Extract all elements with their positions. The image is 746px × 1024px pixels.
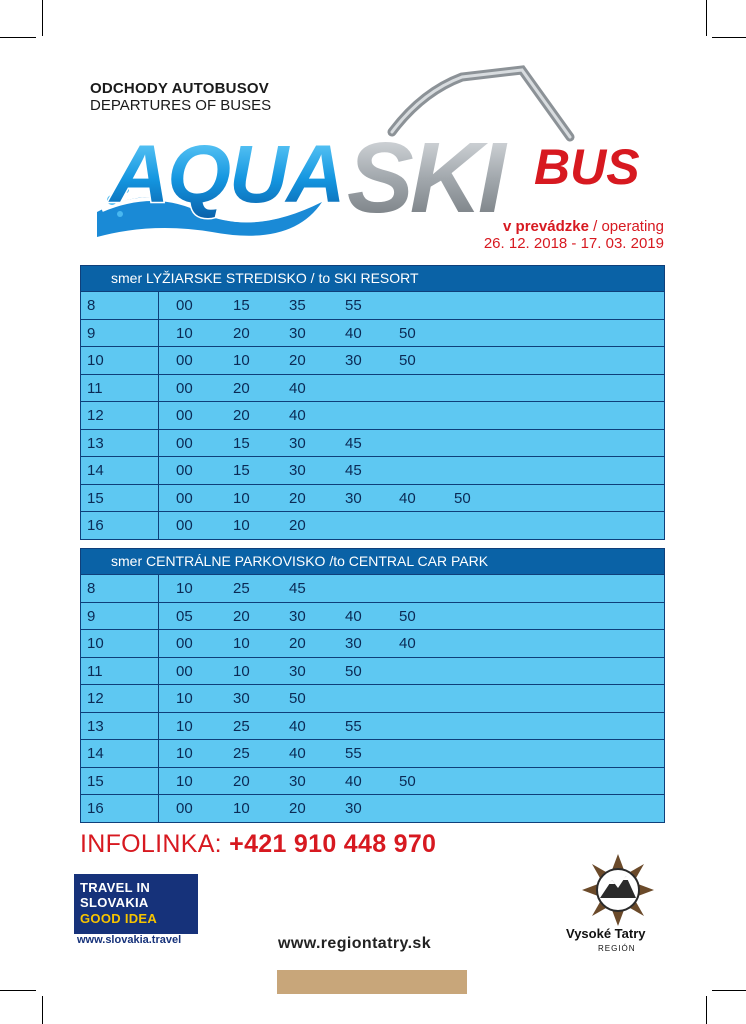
timetable-row <box>81 456 664 484</box>
minute-cell: 00 <box>176 662 193 680</box>
minute-cell: 30 <box>345 352 362 369</box>
website-link[interactable]: www.regiontatry.sk <box>278 935 432 952</box>
minute-cell: 40 <box>289 745 306 762</box>
minute-cell: 20 <box>233 324 250 342</box>
header-title: ODCHODY AUTOBUSOV <box>90 80 269 97</box>
column-divider <box>158 740 159 767</box>
minute-cell: 00 <box>176 635 193 652</box>
minute-cell: 00 <box>176 352 193 369</box>
column-divider <box>158 347 159 374</box>
minute-cell: 40 <box>345 772 362 790</box>
hour-cell: 16 <box>87 800 104 817</box>
minute-cell: 05 <box>176 607 193 625</box>
region-sub: REGIÓN <box>598 944 636 953</box>
minute-cell: 10 <box>233 800 250 817</box>
minute-cell: 40 <box>399 489 416 507</box>
minute-cell: 40 <box>345 324 362 342</box>
minute-cell: 25 <box>233 717 250 735</box>
minute-cell: 00 <box>176 800 193 817</box>
column-divider <box>158 603 159 630</box>
crop-mark <box>0 990 36 991</box>
hour-cell: 15 <box>87 489 104 507</box>
logo-bus-text: BUS <box>534 139 640 195</box>
minute-cell: 40 <box>289 379 306 397</box>
timetable-row <box>81 346 664 374</box>
timetable-row <box>81 684 664 712</box>
minute-cell: 50 <box>399 607 416 625</box>
minute-cell: 00 <box>176 407 193 424</box>
timetable-row <box>81 739 664 767</box>
minute-cell: 55 <box>345 717 362 735</box>
timetable-row <box>81 602 664 630</box>
minute-cell: 40 <box>289 717 306 735</box>
travel-slovakia-logo: TRAVEL IN SLOVAKIA GOOD IDEA <box>74 874 198 934</box>
minute-cell: 25 <box>233 580 250 597</box>
column-divider <box>158 512 159 539</box>
minute-cell: 50 <box>399 772 416 790</box>
minute-cell: 00 <box>176 517 193 534</box>
hour-cell: 9 <box>87 324 96 342</box>
timetable-row <box>81 429 664 457</box>
minute-cell: 10 <box>233 517 250 534</box>
header-subtitle: DEPARTURES OF BUSES <box>90 97 272 114</box>
minute-cell: 50 <box>399 324 416 342</box>
minute-cell: 35 <box>289 297 306 314</box>
minute-cell: 00 <box>176 489 193 507</box>
timetable-row <box>81 319 664 347</box>
column-divider <box>158 485 159 512</box>
timetable-row <box>81 767 664 795</box>
timetable-row <box>81 374 664 402</box>
column-divider <box>158 768 159 795</box>
minute-cell: 10 <box>176 717 193 735</box>
minute-cell: 30 <box>289 324 306 342</box>
timetable-row <box>81 712 664 740</box>
minute-cell: 40 <box>399 635 416 652</box>
column-divider <box>158 795 159 822</box>
hour-cell: 15 <box>87 772 104 790</box>
column-divider <box>158 320 159 347</box>
timetable-row <box>81 629 664 657</box>
minute-cell: 10 <box>233 662 250 680</box>
timetable-row <box>81 291 664 319</box>
minute-cell: 20 <box>233 379 250 397</box>
timetable-row <box>81 401 664 429</box>
minute-cell: 50 <box>345 662 362 680</box>
minute-cell: 00 <box>176 297 193 314</box>
minute-cell: 15 <box>233 297 250 314</box>
hour-cell: 12 <box>87 407 104 424</box>
minute-cell: 00 <box>176 434 193 452</box>
timetable-row <box>81 511 664 539</box>
column-divider <box>158 713 159 740</box>
minute-cell: 50 <box>399 352 416 369</box>
minute-cell: 10 <box>233 352 250 369</box>
minute-cell: 30 <box>345 489 362 507</box>
hour-cell: 9 <box>87 607 96 625</box>
minute-cell: 20 <box>289 489 306 507</box>
hour-cell: 12 <box>87 690 104 707</box>
crop-mark <box>0 37 36 38</box>
column-divider <box>158 292 159 319</box>
hour-cell: 13 <box>87 717 104 735</box>
brown-bar <box>277 970 467 994</box>
column-divider <box>158 575 159 602</box>
travel-url[interactable]: www.slovakia.travel <box>77 934 182 946</box>
minute-cell: 10 <box>233 489 250 507</box>
infoline: INFOLINKA: +421 910 448 970 <box>80 830 437 858</box>
minute-cell: 10 <box>176 580 193 597</box>
minute-cell: 10 <box>176 690 193 707</box>
hour-cell: 8 <box>87 297 96 314</box>
crop-mark <box>712 37 746 38</box>
minute-cell: 25 <box>233 745 250 762</box>
column-divider <box>158 430 159 457</box>
hour-cell: 16 <box>87 517 104 534</box>
hour-cell: 14 <box>87 462 104 479</box>
crop-mark <box>42 996 43 1024</box>
crop-mark <box>706 996 707 1024</box>
operating-label: v prevádzke / operating <box>503 218 664 235</box>
operating-dates: 26. 12. 2018 - 17. 03. 2019 <box>483 235 664 252</box>
timetable-row <box>81 484 664 512</box>
timetable-heading: smer CENTRÁLNE PARKOVISKO /to CENTRAL CAR PARK <box>81 549 664 574</box>
column-divider <box>158 402 159 429</box>
minute-cell: 30 <box>345 635 362 652</box>
minute-cell: 40 <box>345 607 362 625</box>
minute-cell: 45 <box>289 580 306 597</box>
infoline-number: +421 910 448 970 <box>229 830 437 858</box>
minute-cell: 10 <box>176 324 193 342</box>
minute-cell: 30 <box>289 662 306 680</box>
minute-cell: 10 <box>233 635 250 652</box>
column-divider <box>158 658 159 685</box>
timetable-heading: smer LYŽIARSKE STREDISKO / to SKI RESORT <box>81 266 664 291</box>
minute-cell: 30 <box>289 434 306 452</box>
minute-cell: 55 <box>345 745 362 762</box>
minute-cell: 30 <box>345 800 362 817</box>
minute-cell: 10 <box>176 772 193 790</box>
hour-cell: 13 <box>87 434 104 452</box>
logo-aqua-text: AQUA <box>110 129 344 220</box>
timetable-row <box>81 574 664 602</box>
minute-cell: 45 <box>345 462 362 479</box>
minute-cell: 30 <box>233 690 250 707</box>
timetable-ski-resort <box>80 265 665 540</box>
hour-cell: 10 <box>87 635 104 652</box>
minute-cell: 30 <box>289 462 306 479</box>
hour-cell: 11 <box>87 662 103 680</box>
minute-cell: 00 <box>176 379 193 397</box>
crop-mark <box>712 990 746 991</box>
crop-mark <box>42 0 43 36</box>
minute-cell: 20 <box>289 352 306 369</box>
column-divider <box>158 685 159 712</box>
minute-cell: 45 <box>345 434 362 452</box>
minute-cell: 20 <box>233 407 250 424</box>
column-divider <box>158 630 159 657</box>
minute-cell: 20 <box>289 635 306 652</box>
timetable-central-car-park <box>80 548 665 823</box>
column-divider <box>158 375 159 402</box>
minute-cell: 30 <box>289 607 306 625</box>
minute-cell: 15 <box>233 462 250 479</box>
region-name: Vysoké Tatry <box>566 926 646 941</box>
minute-cell: 15 <box>233 434 250 452</box>
minute-cell: 00 <box>176 462 193 479</box>
minute-cell: 55 <box>345 297 362 314</box>
column-divider <box>158 457 159 484</box>
minute-cell: 50 <box>454 489 471 507</box>
minute-cell: 40 <box>289 407 306 424</box>
crop-mark <box>706 0 707 36</box>
timetable-row <box>81 794 664 822</box>
minute-cell: 30 <box>289 772 306 790</box>
minute-cell: 50 <box>289 690 306 707</box>
hour-cell: 11 <box>87 379 103 397</box>
minute-cell: 10 <box>176 745 193 762</box>
hour-cell: 10 <box>87 352 104 369</box>
vysoke-tatry-emblem-icon <box>580 852 656 928</box>
minute-cell: 20 <box>289 517 306 534</box>
hour-cell: 14 <box>87 745 104 762</box>
hour-cell: 8 <box>87 580 96 597</box>
minute-cell: 20 <box>233 772 250 790</box>
logo-ski-text: SKI <box>347 122 502 234</box>
minute-cell: 20 <box>289 800 306 817</box>
timetable-row <box>81 657 664 685</box>
minute-cell: 20 <box>233 607 250 625</box>
